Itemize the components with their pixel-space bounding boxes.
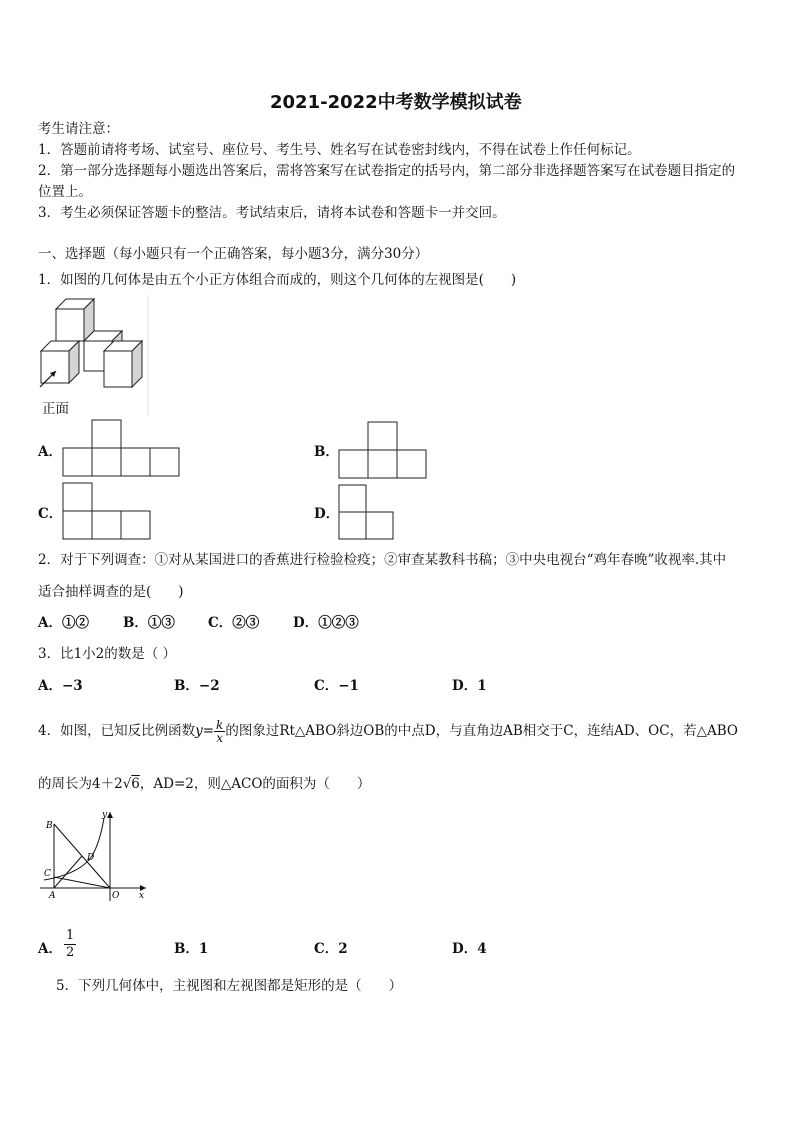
q4-label-c: C — [44, 869, 51, 879]
q1-option-a-label[interactable]: A． — [38, 444, 62, 460]
q4-stem-suffix: 的图象过Rt△ABO斜边OB的中点D，与直角边AB相交于C，连结AD、OC，若△ABO — [225, 723, 738, 739]
q1-option-b-label[interactable]: B． — [314, 444, 339, 460]
q4-fraction-k-over-x — [214, 719, 225, 744]
q4-figure — [40, 808, 150, 903]
question-4-stem-cont — [38, 775, 370, 793]
question-5-stem: 5．下列几何体中，主视图和左视图都是矩形的是（ ） — [56, 978, 403, 994]
q1-option-d-figure — [338, 484, 398, 540]
q3-option-b[interactable]: B．−2 — [174, 678, 220, 694]
q1-option-a-figure — [62, 419, 180, 477]
question-4-stem — [38, 716, 738, 746]
q1-option-b-figure — [338, 421, 428, 479]
q4-label-a: A — [49, 891, 56, 901]
q4-perimeter-value: 4＋2 — [92, 776, 123, 792]
notice-item-1: 1．答题前请将考场、试室号、座位号、考生号、姓名写在试卷密封线内，不得在试卷上作任何标记。 — [38, 142, 641, 158]
q4-label-y: y — [102, 810, 108, 820]
q4-sqrt-value: 6 — [131, 776, 140, 792]
q4-option-a-fraction — [64, 928, 76, 961]
q4-option-a-prefix: A． — [38, 941, 62, 957]
q2-option-b[interactable]: B．①③ — [123, 615, 175, 631]
q4-equals: = — [202, 723, 215, 739]
q4-label-b: B — [46, 821, 53, 831]
q4-perimeter-prefix: 的周长为 — [38, 776, 92, 792]
q4-option-a-den: 2 — [66, 945, 75, 960]
q4-label-x: x — [139, 891, 145, 901]
question-2-stem-cont: 适合抽样调查的是( ) — [38, 584, 184, 600]
q4-option-d[interactable]: D．4 — [452, 941, 487, 957]
q3-option-c[interactable]: C．−1 — [314, 678, 359, 694]
q4-frac-den: x — [216, 731, 224, 745]
q2-option-c[interactable]: C．②③ — [208, 615, 260, 631]
question-1-stem: 1．如图的几何体是由五个小正方体组合而成的，则这个几何体的左视图是( ) — [38, 272, 517, 288]
notice-item-2-cont: 位置上。 — [38, 184, 92, 200]
question-2-stem: 2．对于下列调查：①对从某国进口的香蕉进行检验检疫；②审查某教科书稿；③中央电视台“鸡年春晚”收视率.其中 — [38, 552, 727, 568]
q4-stem-prefix: 4．如图，已知反比例函数 — [38, 723, 196, 739]
q4-sqrt-sign: √ — [122, 776, 132, 792]
page-title: 2021-2022中考数学模拟试卷 — [270, 92, 522, 113]
q4-option-a-num: 1 — [66, 928, 75, 943]
notice-item-3: 3．考生必须保证答题卡的整洁。考试结束后，请将本试卷和答题卡一并交回。 — [38, 205, 506, 221]
q4-frac-num: k — [216, 718, 224, 732]
q2-option-a[interactable]: A．①② — [38, 615, 89, 631]
q2-option-d[interactable]: D．①②③ — [293, 615, 359, 631]
q1-option-d-label[interactable]: D． — [314, 506, 340, 522]
notice-heading: 考生请注意： — [38, 121, 119, 137]
q1-front-label: 正面 — [42, 401, 69, 417]
q1-option-c-label[interactable]: C． — [38, 506, 63, 522]
q4-label-d: D — [87, 853, 95, 863]
notice-item-2: 2．第一部分选择题每小题选出答案后，需将答案写在试卷指定的括号内，第二部分非选择题答案写在试卷题目指定的 — [38, 163, 736, 179]
q4-option-c[interactable]: C．2 — [314, 941, 348, 957]
q3-option-a[interactable]: A．−3 — [38, 678, 83, 694]
question-3-stem: 3．比1小2的数是（ ） — [38, 646, 177, 662]
q4-y-var: y — [195, 723, 203, 739]
q4-label-o: O — [112, 891, 120, 901]
q1-solid-figure — [38, 295, 150, 415]
q4-option-b[interactable]: B．1 — [174, 941, 209, 957]
q4-perimeter-suffix: ，AD=2，则△ACO的面积为（ ） — [139, 776, 371, 792]
q4-option-a[interactable] — [38, 940, 62, 958]
section-heading: 一、选择题（每小题只有一个正确答案，每小题3分，满分30分） — [38, 246, 429, 262]
q1-option-c-figure — [62, 482, 152, 540]
q3-option-d[interactable]: D．1 — [452, 678, 487, 694]
